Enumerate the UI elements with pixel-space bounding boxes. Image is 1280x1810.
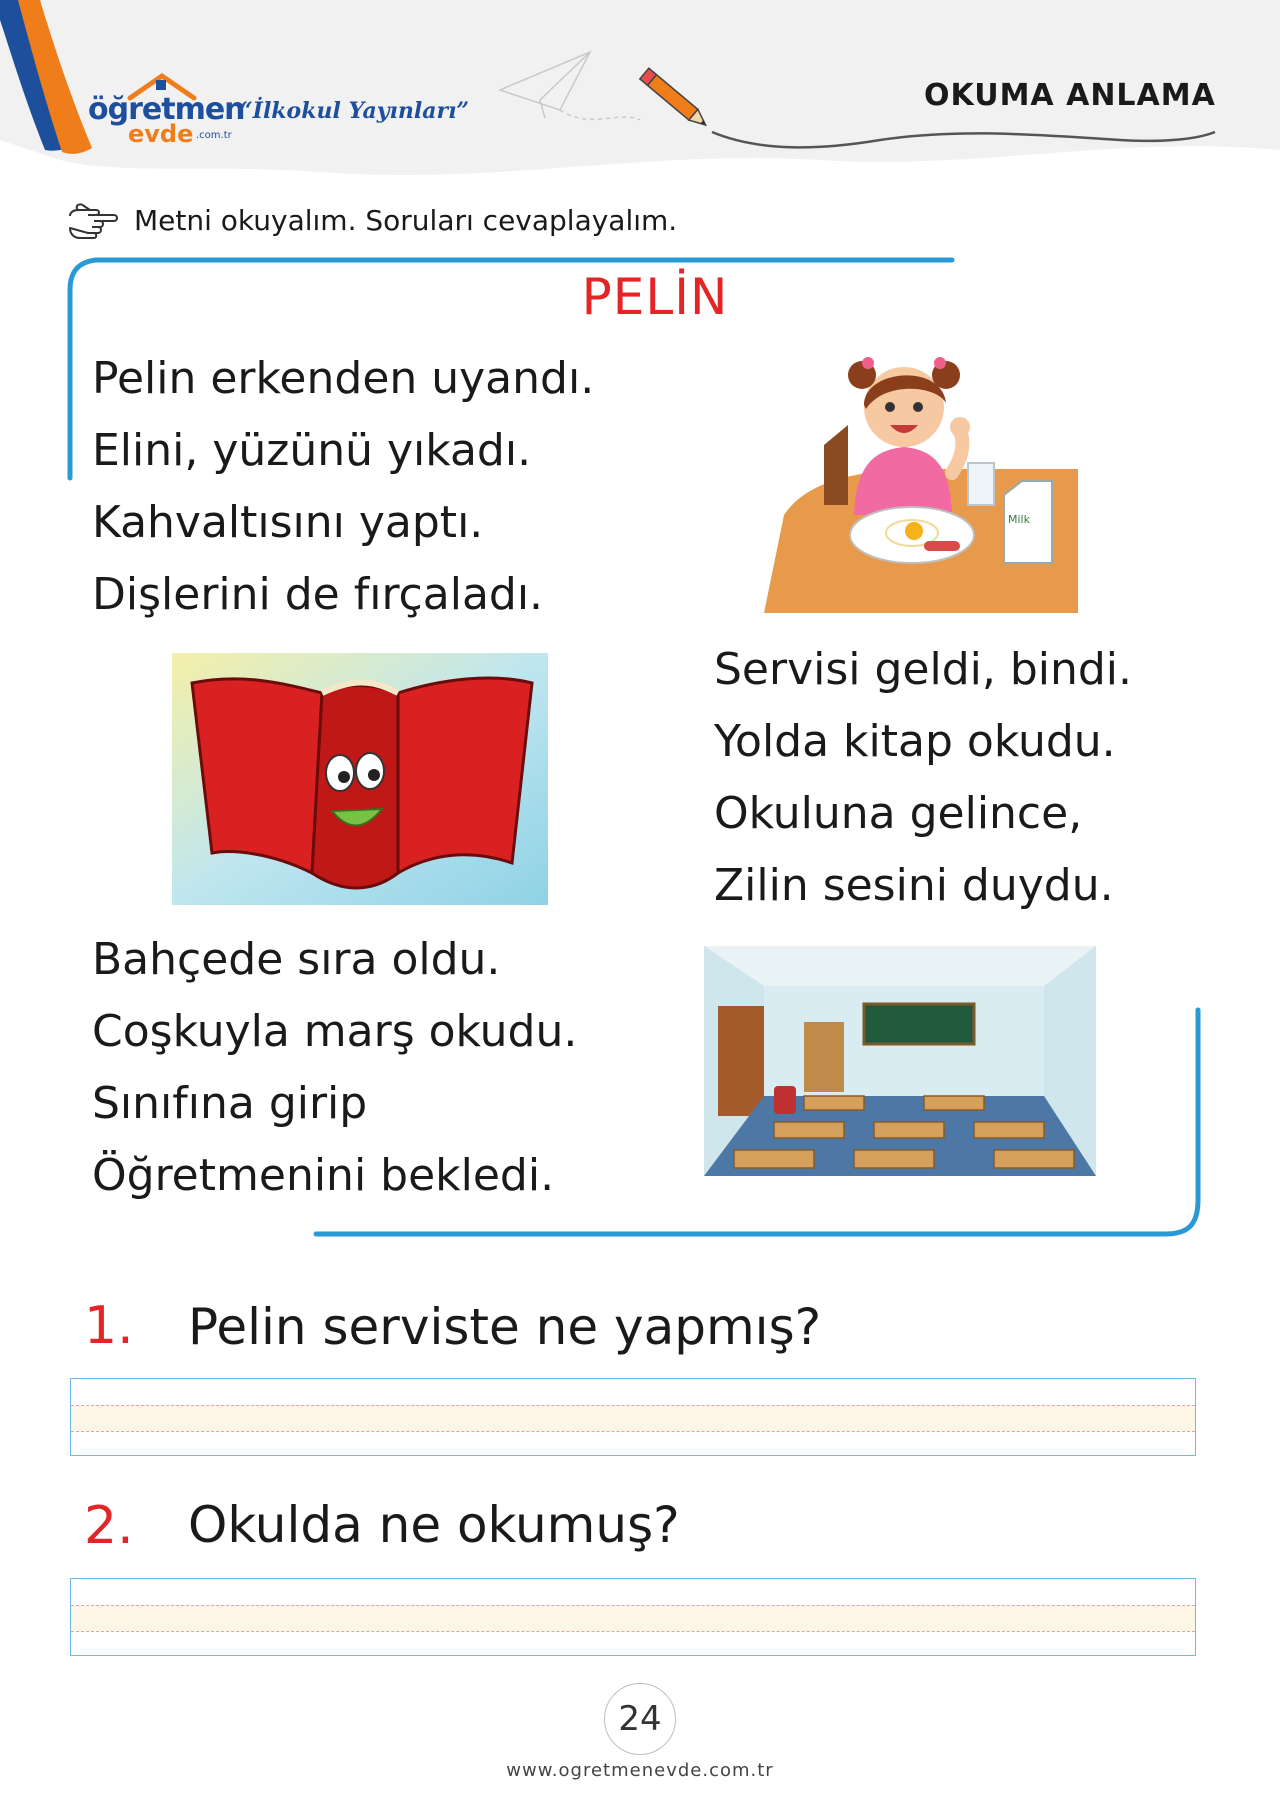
stanza-1 [92,343,594,631]
story-line: Coşkuyla marş okudu. [92,1006,578,1057]
logo-domain: .com.tr [196,130,232,141]
story-line: Zilin sesini duydu. [714,860,1114,911]
story-line: Okuluna gelince, [714,788,1083,839]
red-book-illustration [172,653,548,905]
series-name: “İlkokul Yayınları” [240,98,470,124]
story-line: Sınıfına girip [92,1078,368,1129]
page-number: 24 [604,1683,676,1755]
logo-word-evde: evde [128,120,194,148]
story-line: Elini, yüzünü yıkadı. [92,425,532,476]
story-title: PELİN [581,268,729,326]
milk-label: Milk [1008,513,1030,526]
story-line: Bahçede sıra oldu. [92,934,501,985]
story-line: Servisi geldi, bindi. [714,644,1133,695]
stanza-2 [714,634,1132,922]
logo-word-ogretmen: öğretmen [88,92,245,127]
question-2-text: Okulda ne okumuş? [188,1496,680,1554]
pointing-hand-icon [66,200,120,244]
stanza-3 [92,924,577,1212]
section-title: OKUMA ANLAMA [924,78,1216,113]
question-1-number: 1. [84,1296,134,1356]
answer-field-2[interactable] [70,1578,1196,1656]
story-line: Kahvaltısını yaptı. [92,497,484,548]
breakfast-girl-illustration [764,345,1078,613]
story-line: Pelin erkenden uyandı. [92,353,595,404]
story-line: Yolda kitap okudu. [714,716,1116,767]
instruction-text: Metni okuyalım. Soruları cevaplayalım. [134,204,678,237]
question-2-number: 2. [84,1496,134,1556]
story-line: Dişlerini de fırçaladı. [92,569,544,620]
question-1-text: Pelin serviste ne yapmış? [188,1298,822,1356]
story-line: Öğretmenini bekledi. [92,1150,555,1201]
classroom-illustration [704,946,1096,1176]
answer-field-1[interactable] [70,1378,1196,1456]
footer-url: www.ogretmenevde.com.tr [506,1760,774,1781]
